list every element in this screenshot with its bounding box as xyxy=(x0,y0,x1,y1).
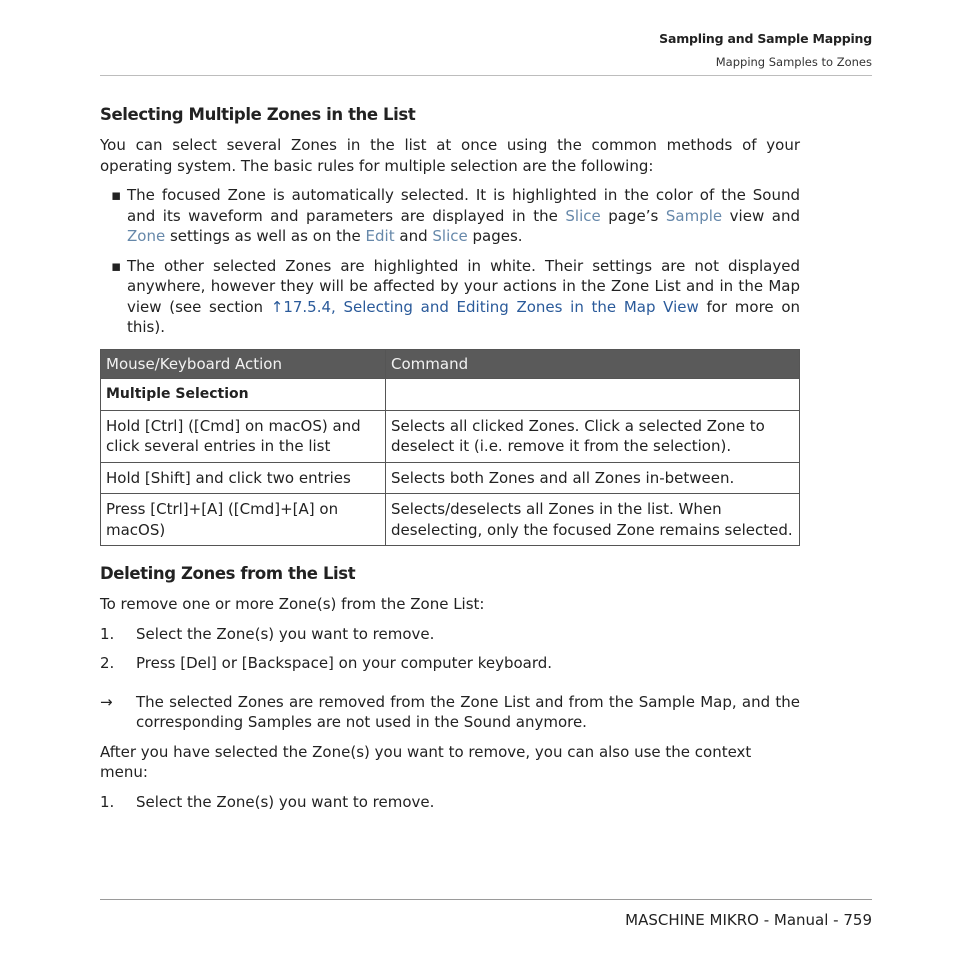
steps-list xyxy=(100,624,800,674)
table-cell: Press [Ctrl]+[A] ([Cmd]+[A] on macOS) xyxy=(101,494,386,546)
bullet-icon: ▪ xyxy=(111,186,122,204)
table-row xyxy=(101,462,800,494)
footer-divider xyxy=(100,899,872,900)
chapter-title: Sampling and Sample Mapping xyxy=(659,31,872,46)
header-divider xyxy=(100,75,872,76)
table-cell: Hold [Shift] and click two entries xyxy=(101,462,386,494)
page-footer: MASCHINE MIKRO - Manual - 759 xyxy=(625,911,872,929)
steps-list xyxy=(100,792,800,813)
page-content xyxy=(100,104,800,812)
bullet-icon: ▪ xyxy=(111,256,122,275)
heading-deleting-zones: Deleting Zones from the List xyxy=(100,564,356,583)
link-edit[interactable]: Edit xyxy=(365,227,395,245)
rules-list xyxy=(100,185,800,338)
link-slice[interactable]: Slice xyxy=(565,206,601,225)
link-sample[interactable]: Sample xyxy=(665,206,723,225)
table-row xyxy=(101,410,800,462)
table-row xyxy=(101,494,800,546)
arrow-right-icon: → xyxy=(100,692,113,711)
section-title: Mapping Samples to Zones xyxy=(715,55,872,69)
result-note: → The selected Zones are removed from the Zone List and from the Sample Map, and the corresponding Samples are not used in the Sound anymore. xyxy=(100,692,800,731)
list-item: 2. Press [Del] or [Backspace] on your computer keyboard. xyxy=(100,654,553,672)
heading-selecting-multiple-zones: Selecting Multiple Zones in the List xyxy=(100,105,416,124)
paragraph-intro: To remove one or more Zone(s) from the Zone List: xyxy=(100,595,485,613)
table-cell: Selects/deselects all Zones in the list. When deselecting, only the focused Zone remains selected. xyxy=(386,494,800,546)
link-zone[interactable]: Zone xyxy=(127,227,166,245)
table-cell: Selects both Zones and all Zones in-between. xyxy=(386,462,800,494)
table-cell: Selects all clicked Zones. Click a selected Zone to deselect it (i.e. remove it from the selection). xyxy=(386,410,800,462)
cross-reference-link[interactable]: ↑17.5.4, Selecting and Editing Zones in the Map View xyxy=(270,297,699,316)
paragraph-context-menu: After you have selected the Zone(s) you want to remove, you can also use the context menu: xyxy=(100,742,752,781)
paragraph-intro: You can select several Zones in the list at once using the common methods of your operating system. The basic rules for multiple selection are the following: xyxy=(100,136,800,175)
column-header: Command xyxy=(386,349,800,379)
table-cell xyxy=(386,379,800,411)
selection-table xyxy=(100,349,800,547)
group-label: Multiple Selection xyxy=(101,379,386,411)
column-header: Mouse/Keyboard Action xyxy=(101,349,386,379)
list-item: 1. Select the Zone(s) you want to remove. xyxy=(100,624,435,643)
list-item: ▪ The focused Zone is automatically selected. It is highlighted in the color of the Sound and its waveform and parameters are displayed in the Slice page’s Sample view and Zone settings as well as on the Edit and Slice pages. xyxy=(111,186,800,245)
list-item: ▪ The other selected Zones are highlighted in white. Their settings are not displayed anywhere, however they will be affected by your actions in the Zone List and in the Map view (see section ↑17.5.4, Selecting and Editing Zones in the Map View for more on this). xyxy=(111,256,801,336)
table-cell: Hold [Ctrl] ([Cmd] on macOS) and click several entries in the list xyxy=(101,410,386,462)
list-item: 1. Select the Zone(s) you want to remove. xyxy=(100,792,435,811)
table-header-row xyxy=(101,349,800,379)
table-group-row xyxy=(101,379,800,411)
link-slice[interactable]: Slice xyxy=(432,227,468,245)
